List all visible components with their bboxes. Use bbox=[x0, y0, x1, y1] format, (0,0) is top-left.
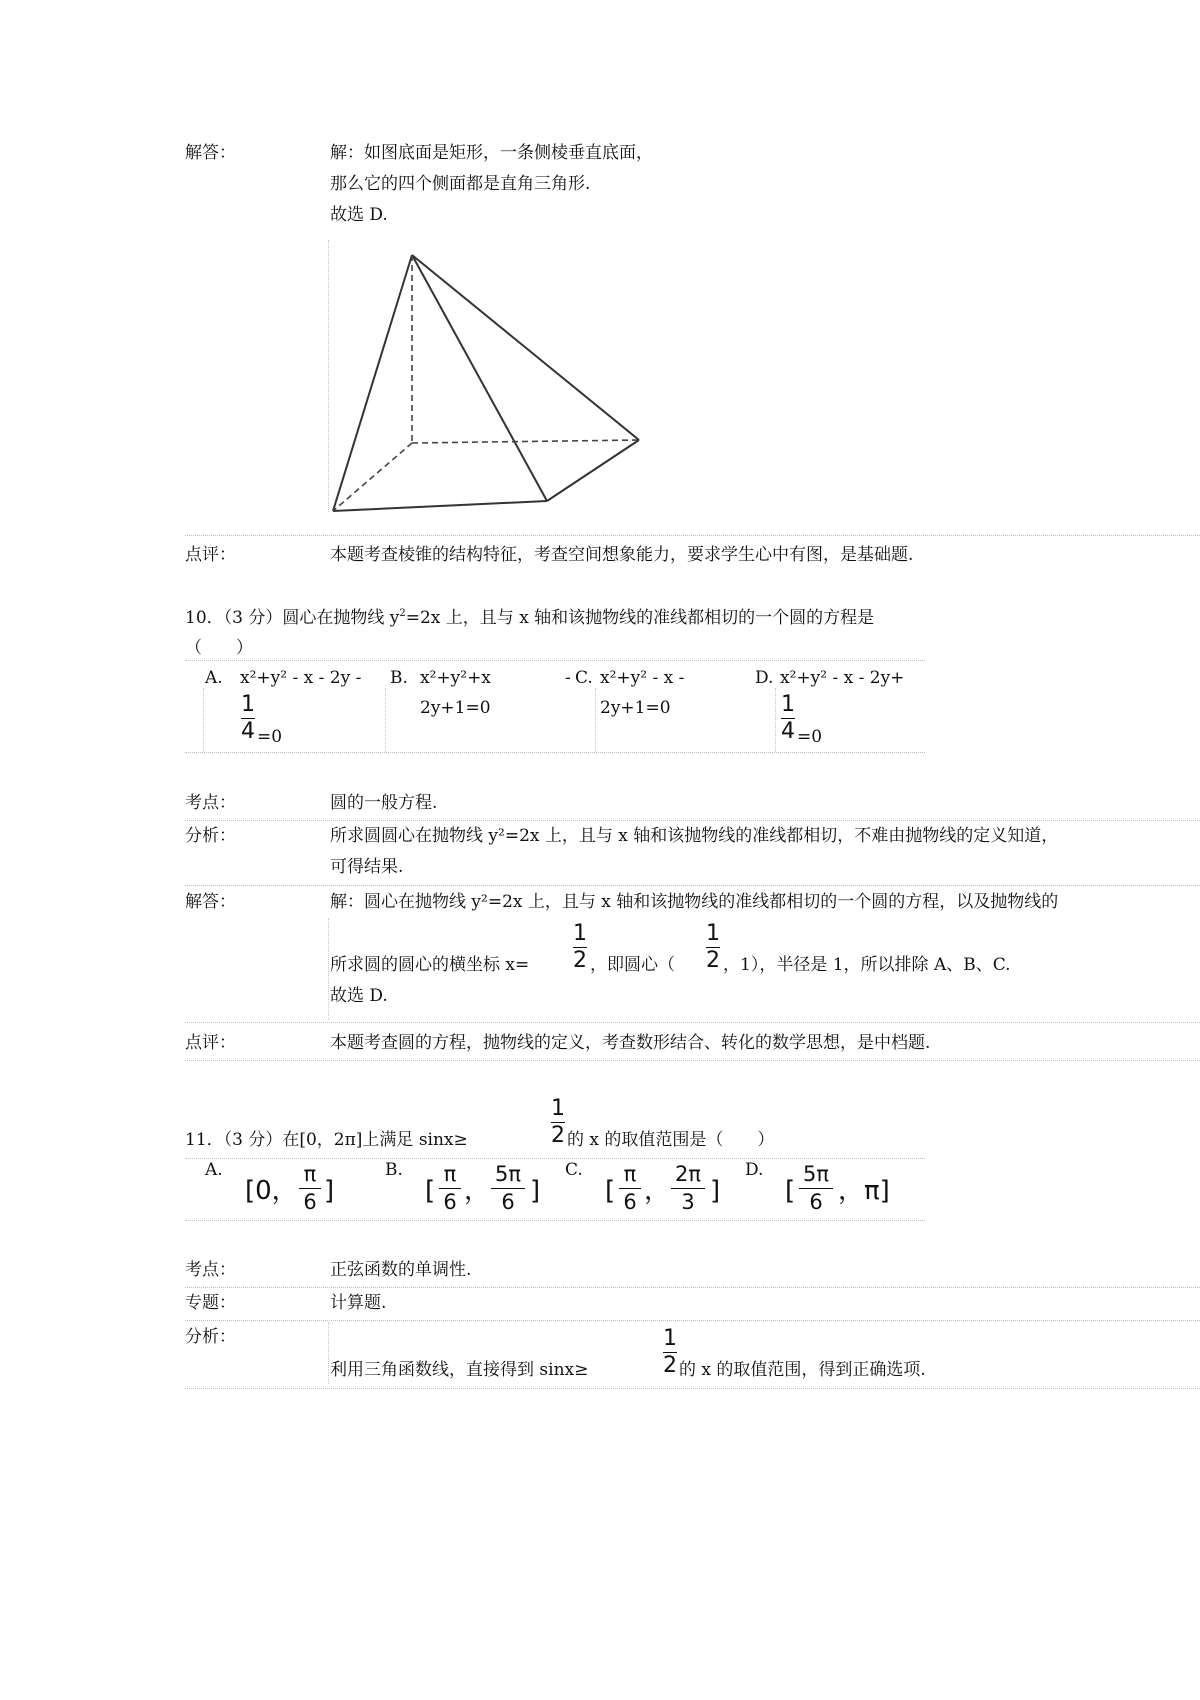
option-c-letter: C. bbox=[575, 668, 593, 688]
solution-line: 故选 D. bbox=[330, 986, 388, 1006]
question-stem: 的 x 的取值范围是（ ） bbox=[567, 1130, 775, 1150]
comment-text: 本题考查圆的方程，抛物线的定义，考查数形结合、转化的数学思想，是中档题. bbox=[330, 1033, 931, 1053]
fraction-one-half: 1 2 bbox=[706, 921, 720, 973]
option-a-right: ] bbox=[324, 1176, 335, 1206]
option-d-right: ，π] bbox=[838, 1176, 890, 1206]
solution-label: 解答： bbox=[185, 892, 236, 912]
analysis-label: 分析： bbox=[185, 1327, 236, 1347]
option-b-fraction: π 6 bbox=[438, 1164, 462, 1213]
option-b-line: x²+y²+x bbox=[420, 668, 491, 688]
option-a-letter: A. bbox=[205, 1160, 223, 1180]
analysis-line: 所求圆圆心在抛物线 y²=2x 上，且与 x 轴和该抛物线的准线都相切，不难由抛物线的定义知道， bbox=[330, 826, 1059, 846]
option-c-line: x²+y² - x - bbox=[600, 668, 685, 688]
option-d-line: x²+y² - x - 2y+ bbox=[780, 668, 905, 688]
answer-paren: （ ） bbox=[185, 638, 253, 658]
question-stem: 10．（3 分）圆心在抛物线 $y^2=2x$ 上，且与 x 轴和该抛物线的准线都相切的一个圆的方程是 bbox=[185, 608, 875, 628]
option-b-dash: - bbox=[565, 668, 571, 688]
solution-line: ，1），半径是 1，所以排除 A、B、C. bbox=[723, 955, 1011, 975]
option-d-letter: D. bbox=[755, 668, 774, 688]
option-c-letter: C. bbox=[565, 1160, 583, 1180]
point-label: 考点： bbox=[185, 1260, 236, 1280]
option-d-letter: D. bbox=[745, 1160, 764, 1180]
topic-label: 专题： bbox=[185, 1293, 236, 1313]
comment-label: 点评： bbox=[185, 545, 236, 565]
pyramid-figure bbox=[325, 245, 645, 515]
analysis-line: 的 x 的取值范围，得到正确选项. bbox=[679, 1360, 926, 1380]
option-a-tail: =0 bbox=[257, 727, 283, 747]
option-b-right: ] bbox=[530, 1176, 541, 1206]
option-a-letter: A. bbox=[205, 668, 223, 688]
option-c-line: 2y+1=0 bbox=[600, 698, 671, 718]
pyramid-edge bbox=[412, 255, 547, 501]
solution-line: 故选 D. bbox=[330, 205, 388, 225]
comment-label: 点评： bbox=[185, 1033, 236, 1053]
option-d-fraction: 1 4 bbox=[781, 692, 795, 744]
pyramid-edge bbox=[547, 440, 639, 501]
option-b-line: 2y+1=0 bbox=[420, 698, 491, 718]
analysis-line: 可得结果. bbox=[330, 857, 404, 877]
solution-line: ，即圆心（ bbox=[590, 955, 675, 975]
pyramid-edge bbox=[333, 501, 547, 511]
option-d-tail: =0 bbox=[797, 727, 823, 747]
option-b-letter: B. bbox=[390, 668, 408, 688]
solution-line: 解：圆心在抛物线 y²=2x 上，且与 x 轴和该抛物线的准线都相切的一个圆的方程，以及抛物线的 bbox=[330, 892, 1059, 912]
solution-line: 所求圆的圆心的横坐标 x= bbox=[330, 955, 530, 975]
fraction-one-half: 1 2 bbox=[573, 921, 587, 973]
point-label: 考点： bbox=[185, 793, 236, 813]
option-d-left: [ bbox=[785, 1176, 796, 1206]
option-b-letter: B. bbox=[385, 1160, 403, 1180]
topic-text: 计算题. bbox=[330, 1293, 387, 1313]
point-text: 圆的一般方程. bbox=[330, 793, 438, 813]
question-stem: 11．（3 分）在[0，2π]上满足 sinx≥ bbox=[185, 1130, 468, 1150]
pyramid-hidden-edge bbox=[412, 440, 639, 443]
point-text: 正弦函数的单调性. bbox=[330, 1260, 472, 1280]
option-a-line: x²+y² - x - 2y - bbox=[240, 668, 362, 688]
pyramid-edge bbox=[412, 255, 639, 440]
option-a-left: [0， bbox=[245, 1176, 298, 1206]
fraction-one-half: 1 2 bbox=[551, 1096, 565, 1148]
option-c-fraction: 2π 3 bbox=[670, 1164, 706, 1213]
option-d-fraction: 5π 6 bbox=[798, 1164, 834, 1213]
pyramid-edge bbox=[333, 255, 412, 511]
option-a-fraction: π 6 bbox=[298, 1164, 322, 1213]
fraction-one-half: 1 2 bbox=[663, 1326, 677, 1378]
solution-label: 解答： bbox=[185, 143, 236, 163]
option-a-fraction: 1 4 bbox=[241, 692, 255, 744]
analysis-line: 利用三角函数线，直接得到 sinx≥ bbox=[330, 1360, 589, 1380]
comment-text: 本题考查棱锥的结构特征，考查空间想象能力，要求学生心中有图，是基础题. bbox=[330, 545, 914, 565]
pyramid-hidden-edge bbox=[333, 443, 412, 511]
solution-line: 那么它的四个侧面都是直角三角形. bbox=[330, 174, 591, 194]
option-c-right: ] bbox=[710, 1176, 721, 1206]
option-c-comma: ， bbox=[644, 1176, 671, 1206]
option-b-comma: ， bbox=[464, 1176, 491, 1206]
solution-line: 解：如图底面是矩形，一条侧棱垂直底面， bbox=[330, 143, 653, 163]
option-c-left: [ bbox=[605, 1176, 616, 1206]
option-c-fraction: π 6 bbox=[618, 1164, 642, 1213]
option-b-fraction: 5π 6 bbox=[490, 1164, 526, 1213]
option-b-left: [ bbox=[425, 1176, 436, 1206]
analysis-label: 分析： bbox=[185, 826, 236, 846]
